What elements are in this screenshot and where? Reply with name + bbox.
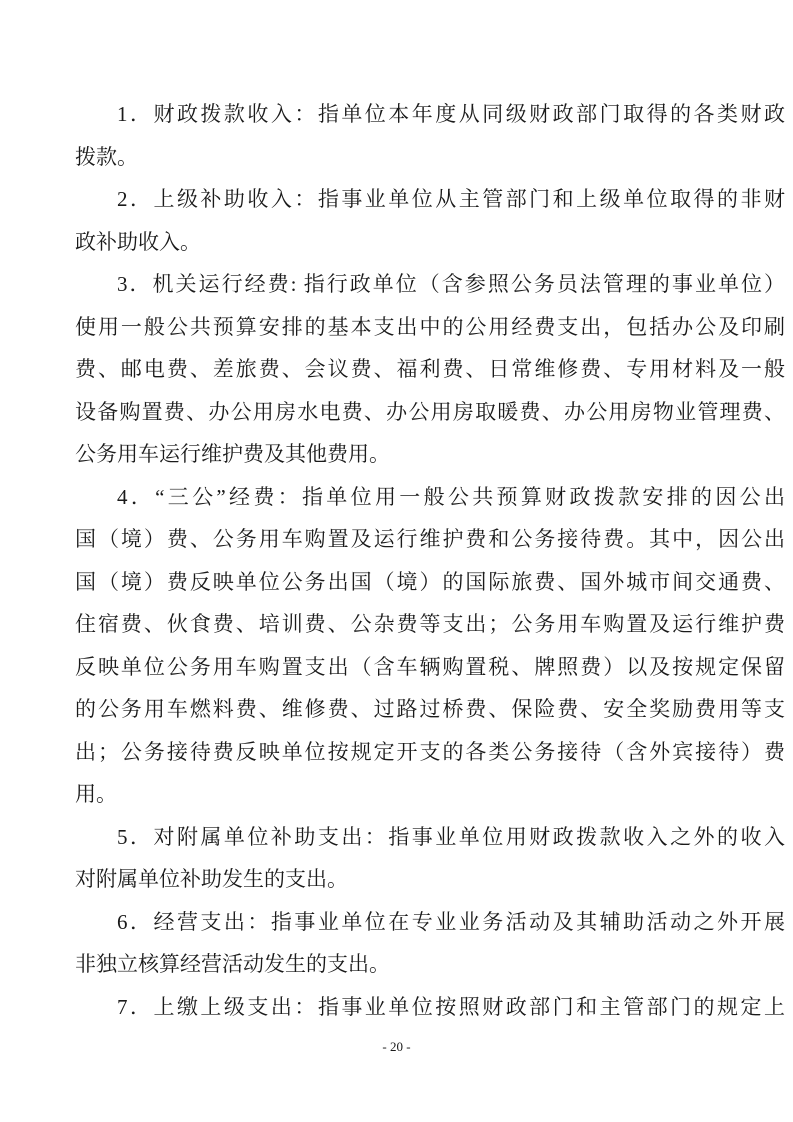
text-line: 非独立核算经营活动发生的支出。 [75,952,390,976]
text-line: 反映单位公务用车购置支出（含车辆购置税、牌照费）以及按规定保留 [75,654,785,679]
text-line: 住宿费、伙食费、培训费、公杂费等支出；公务用车购置及运行维护费 [75,612,785,636]
text-line: 政补助收入。 [75,229,201,254]
paragraph-7 [75,986,785,1029]
text-line: 5．对附属单位补助支出：指事业单位用财政拨款收入之外的收入 [117,824,785,849]
text-line: 对附属单位补助发生的支出。 [75,867,348,891]
text-line: 用。 [75,782,117,806]
paragraph-4 [75,476,785,816]
text-line: 1．财政拨款收入：指单位本年度从同级财政部门取得的各类财政 [117,102,785,126]
document-body [75,93,785,1028]
paragraph-5 [75,816,785,901]
page-number: - 20 - [382,1039,411,1054]
text-line: 6．经营支出：指事业单位在专业业务活动及其辅助活动之外开展 [117,909,785,934]
text-line: 国（境）费反映单位公务出国（境）的国际旅费、国外城市间交通费、 [75,569,785,594]
text-line: 出；公务接待费反映单位按规定开支的各类公务接待（含外宾接待）费 [75,739,785,764]
text-line: 3．机关运行经费: 指行政单位（含参照公务员法管理的事业单位） [117,272,785,296]
text-line: 使用一般公共预算安排的基本支出中的公用经费支出，包括办公及印刷 [75,314,785,339]
text-line: 设备购置费、办公用房水电费、办公用房取暖费、办公用房物业管理费、 [75,399,785,424]
paragraph-1 [75,93,785,178]
text-line: 国（境）费、公务用车购置及运行维护费和公务接待费。其中，因公出 [75,527,785,551]
text-line: 4．“三公”经费：指单位用一般公共预算财政拨款安排的因公出 [117,484,785,509]
text-line: 拨款。 [75,144,138,169]
paragraph-2 [75,178,785,263]
text-line: 的公务用车燃料费、维修费、过路过桥费、保险费、安全奖励费用等支 [75,697,785,721]
text-line: 公务用车运行维护费及其他费用。 [75,442,390,466]
text-line: 7．上缴上级支出：指事业单位按照财政部门和主管部门的规定上 [117,994,785,1019]
paragraph-6 [75,901,785,986]
text-line: 费、邮电费、差旅费、会议费、福利费、日常维修费、专用材料及一般 [75,357,785,381]
paragraph-3 [75,263,785,476]
text-line: 2．上级补助收入：指事业单位从主管部门和上级单位取得的非财 [117,187,785,211]
